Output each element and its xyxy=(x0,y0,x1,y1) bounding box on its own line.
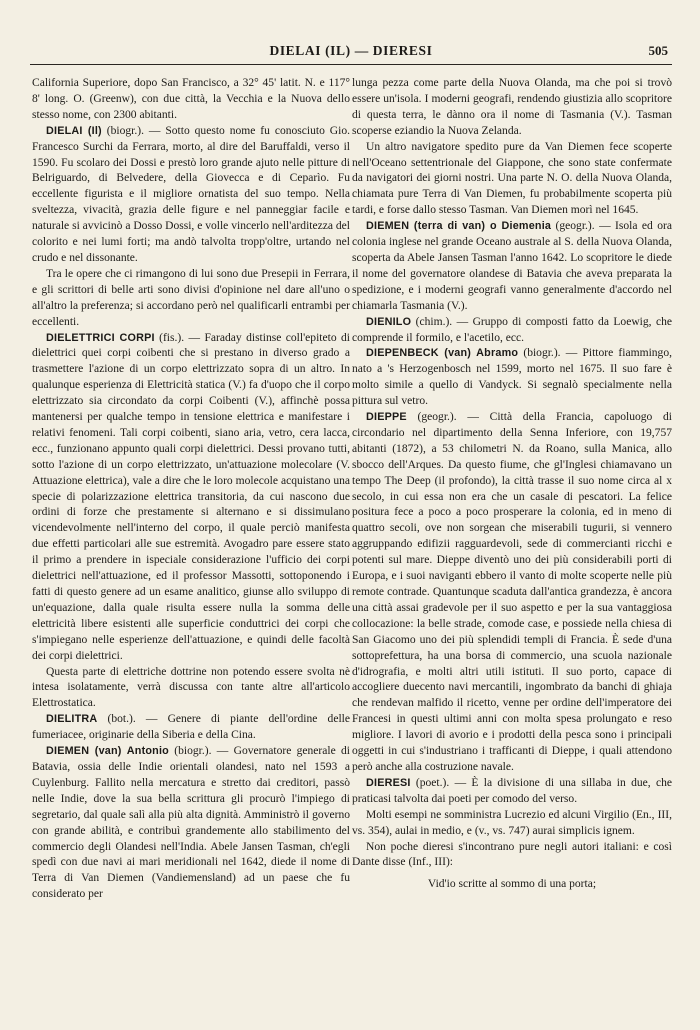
entry-text: (biogr.). — Governatore generale di Batavia, ossia delle Indie orientali olandesi, nato nel 1593 a Cuylenburg. Fallito nella mercatura e stretto dai creditori, passò nelle Indie, dove la sua bella scrittura gli procurò l'impiego di segretario, dal quale salì alla più alta dignità. Amministrò il governo con grande abilità, e contribuì grandemente allo stabilimento del commercio degli Olandesi nell'India. Abele Jansen Tasman, ch'egli spedì con due navi ai mari meridionali nel 1642, diede il nome di Terra di Van Diemen (Vandiemensland) ad un paese che fu considerato per xyxy=(32,745,350,901)
entry-text: Molti esempi ne somministra Lucrezio ed alcuni Virgilio (En., III, vs. 354), aulai in medio, e (v., vs. 747) aurai simplicis ignem. xyxy=(352,808,672,837)
entry-headword: DIEMEN (terra di van) o Diemenia xyxy=(366,220,552,233)
entry-text: (chim.). — Gruppo di composti fatto da Loewig, che comprende il formilo, e l'acetilo, ecc. xyxy=(352,315,672,344)
running-title: DIELAI (IL) — DIERESI xyxy=(269,43,433,58)
dictionary-entry xyxy=(352,346,672,410)
entry-text: (biogr.). — Pittore fiammingo, nato a 's Herzogenbosch nel 1599, morto nel 1675. Il suo fare è molto simile a quello di Vandyck. Si segnalò specialmente nella pittura sul vetro. xyxy=(352,347,672,408)
entry-headword: DIELAI (Il) xyxy=(46,124,102,137)
dictionary-entry xyxy=(352,219,672,314)
entry-headword: DIENILO xyxy=(366,315,412,328)
entry-headword: DIEPENBECK (van) Abramo xyxy=(366,347,519,360)
entry-text: Tra le opere che ci rimangono di lui sono due Presepii in Ferrara, e gli scrittori di belle arti sono divisi d'opinione nel dare all'uno o all'altro la preferenza; si accordano però nel qualificarli entrambi per eccellenti. xyxy=(32,267,350,328)
entry-text: Vid'io scritte al sommo di una porta; xyxy=(427,878,597,891)
paragraph xyxy=(32,665,350,713)
dictionary-entry xyxy=(352,410,672,776)
entry-text: lunga pezza come parte della Nuova Olanda, ma che poi si trovò essere un'isola. I moderni geografi, rendendo giustizia allo scopritore di questa terra, le dànno ora il nome di Tasmania (V.). Tasman scoperse eziandio la Nuova Zelanda. xyxy=(352,77,672,137)
paragraph xyxy=(32,267,350,331)
paragraph xyxy=(352,840,672,872)
entry-headword: DIEMEN (van) Antonio xyxy=(46,745,169,758)
entry-headword: DIEPPE xyxy=(366,411,407,424)
page-number: 505 xyxy=(648,43,668,58)
entry-text: (biogr.). — Sotto questo nome fu conosciuto Gio. Francesco Surchi da Ferrara, morto, al dire del Baruffaldi, verso il 1590. Fu scolaro dei Dossi e prestò loro grande ajuto nelle pitture di Belriguardo, di Belvedere, della Giovecca e di Ceparìo. Fu eccellente figurista e il migliore ornatista del suo tempo. Nella sveltezza, vivacità, grazia delle figure e nel panneggiar facile e naturale si avvicinò a Dosso Dossi, e volle vincerlo nell'arditezza del colorito e nei lumi forti; ma andò talvolta tropp'oltre, urtando nel crudo e nel dissonante. xyxy=(32,124,350,264)
continued-paragraph xyxy=(352,76,672,140)
entry-text: (poet.). — È la divisione di una sillaba in due, che praticasi talvolta dai poeti per comodo del verso. xyxy=(352,776,672,805)
right-column xyxy=(352,76,672,893)
entry-text: Un altro navigatore spedito pure da Van Diemen fece scoperte nell'Oceano settentrionale del Giappone, che sono state confermate da navigatori dei giorni nostri. Una parte N. O. della Nuova Olanda, chiamata pure Terra di Van Diemen, fu probabilmente scoperta più tardi, e forse dallo stesso Tasman. Van Diemen morì nel 1645. xyxy=(352,140,672,217)
entry-text: California Superiore, dopo San Francisco, a 32° 45' latit. N. e 117° 8' long. O. (Greenw), con due città, la Vecchia e la Nuova dello stesso nome, con 2300 abitanti. xyxy=(32,77,350,121)
dictionary-entry xyxy=(32,744,350,903)
dictionary-entry xyxy=(352,315,672,347)
continued-paragraph xyxy=(32,76,350,124)
dictionary-entry xyxy=(32,124,350,267)
entry-text: Non poche dieresi s'incontrano pure negli autori italiani: e così Dante disse (Inf., III): xyxy=(352,840,672,869)
dictionary-entry xyxy=(32,331,350,665)
left-column xyxy=(32,76,350,903)
entry-text: (geogr.). — Isola ed ora colonia inglese nel grande Oceano australe al S. della Nuova Olanda, scoperta da Abele Jansen Tasman l'anno 1642. Lo scopritore le diede il nome del governatore olandese di Batavia che aveva preparata la spedizione, e i moderni geografi vanno generalmente d'accordo nel chiamarla Tasmania (V.). xyxy=(352,220,673,312)
entry-text: (bot.). — Genere di piante dell'ordine delle fumeriacee, originarie della Siberia e della Cina. xyxy=(32,713,350,742)
entry-text: (fis.). — Faraday distinse coll'epiteto di dielettrici quei corpi coibenti che si prestano in diverso grado a trasmettere l'azione di un corpo elettrizzato sopra di un altro. In qualunque esperienza di Elettricità statica (V.) fa d'uopo che il corpo elettrizzato sia circondato da corpi Coibenti (V.), affinchè possa mantenersi per qualche tempo in tensione elettrica e manifestare i relativi fenomeni. Tali corpi coibenti, siano aria, vetro, cera lacca, ecc., funzionano appunto quali corpi dielettrici. Dessi provano tutti, sotto l'azione di un corpo elettrizzato, un'attuazione molecolare (V. Attuazione elettrica), vale a dire che le loro molecole acquistano una specie di polarizzazione elettrica transitoria, da cui nascono due ordini di forze che prestamente si alternano e si dissimulano vicendevolmente nell'interno del corpo, il quale perciò manifesta due effetti particolari alle sue estremità. Avogadro pare essere stato il primo a prendere in ispeciale considerazione l'ufficio dei corpi dielettrici nell'attuazione, ed il professor Massotti, sottoponendo i fatti di questo genere ad un esame analitico, giunse allo sviluppo di un'equazione, dalla quale risulta essere nulla la somma delle elettricità libere esistenti alle superficie conduttrici dei corpi che s'impiegano nelle esperienze dell'attuazione, e quindi delle facoltà dei corpi dielettrici. xyxy=(32,331,350,662)
entry-text: Questa parte di elettriche dottrine non potendo essere svolta nè intesa isolatamente, verrà discussa con tante altre all'articolo Elettrostatica. xyxy=(32,665,350,710)
verse-quote xyxy=(352,877,672,893)
entry-text: (geogr.). — Città della Francia, capoluogo di circondario nel dipartimento della Senna Inferiore, con 19,757 abitanti (1872), a 53 chilometri N. da Roano, sulla Manica, allo sbocco dell'Arques. Da questo fiume, che gl'Inglesi chiamavano un tempo The Deep (il profondo), la città trasse il suo nome circa al x secolo, in cui essa non era che un casale di pescatori. La felice positura fece a poco a poco prosperare la colonia, ed in meno di quattro secoli, ove non sorgean che miserabili tugurii, si vennero aggruppando edifizii ragguardevoli, sede di commercianti ricchi e potenti sul mare. Dieppe diventò uno dei più considerabili porti di Europa, e i suoi naviganti ebbero il vanto di molte scoperte nelle più remote contrade. Quantunque scaduta dall'antica grandezza, è ancora una città assai gradevole per il suo aspetto e per la sua vantaggiosa collocazione: la belle strade, comode case, e possiede nella chiesa di San Giacomo uno dei più splendidi templi di Francia. È sede d'una sottoprefettura, ha una borsa di commercio, una scuola nazionale d'idrografia, e molti altri utili istituti. Il suo porto, capace di accogliere duecento navi mercantili, ingombrato da banchi di ghiaja che rendevan malfido il ricetto, venne per ordine dell'imperatore dei Francesi in questi ultimi anni con molta spesa prolungato e reso migliore. I lavori di avorio e i prodotti della pesca sono i principali oggetti in cui s'industriano i trafficanti di Dieppe, i quali attendono però anche alla costruzione navale. xyxy=(352,411,672,773)
running-header xyxy=(30,42,672,65)
dictionary-entry xyxy=(352,776,672,808)
entry-headword: DIELETTRICI CORPI xyxy=(46,331,155,344)
paragraph xyxy=(352,808,672,840)
entry-headword: DIELITRA xyxy=(46,713,98,726)
entry-headword: DIERESI xyxy=(366,776,411,789)
paragraph xyxy=(352,140,672,220)
dictionary-entry xyxy=(32,712,350,744)
